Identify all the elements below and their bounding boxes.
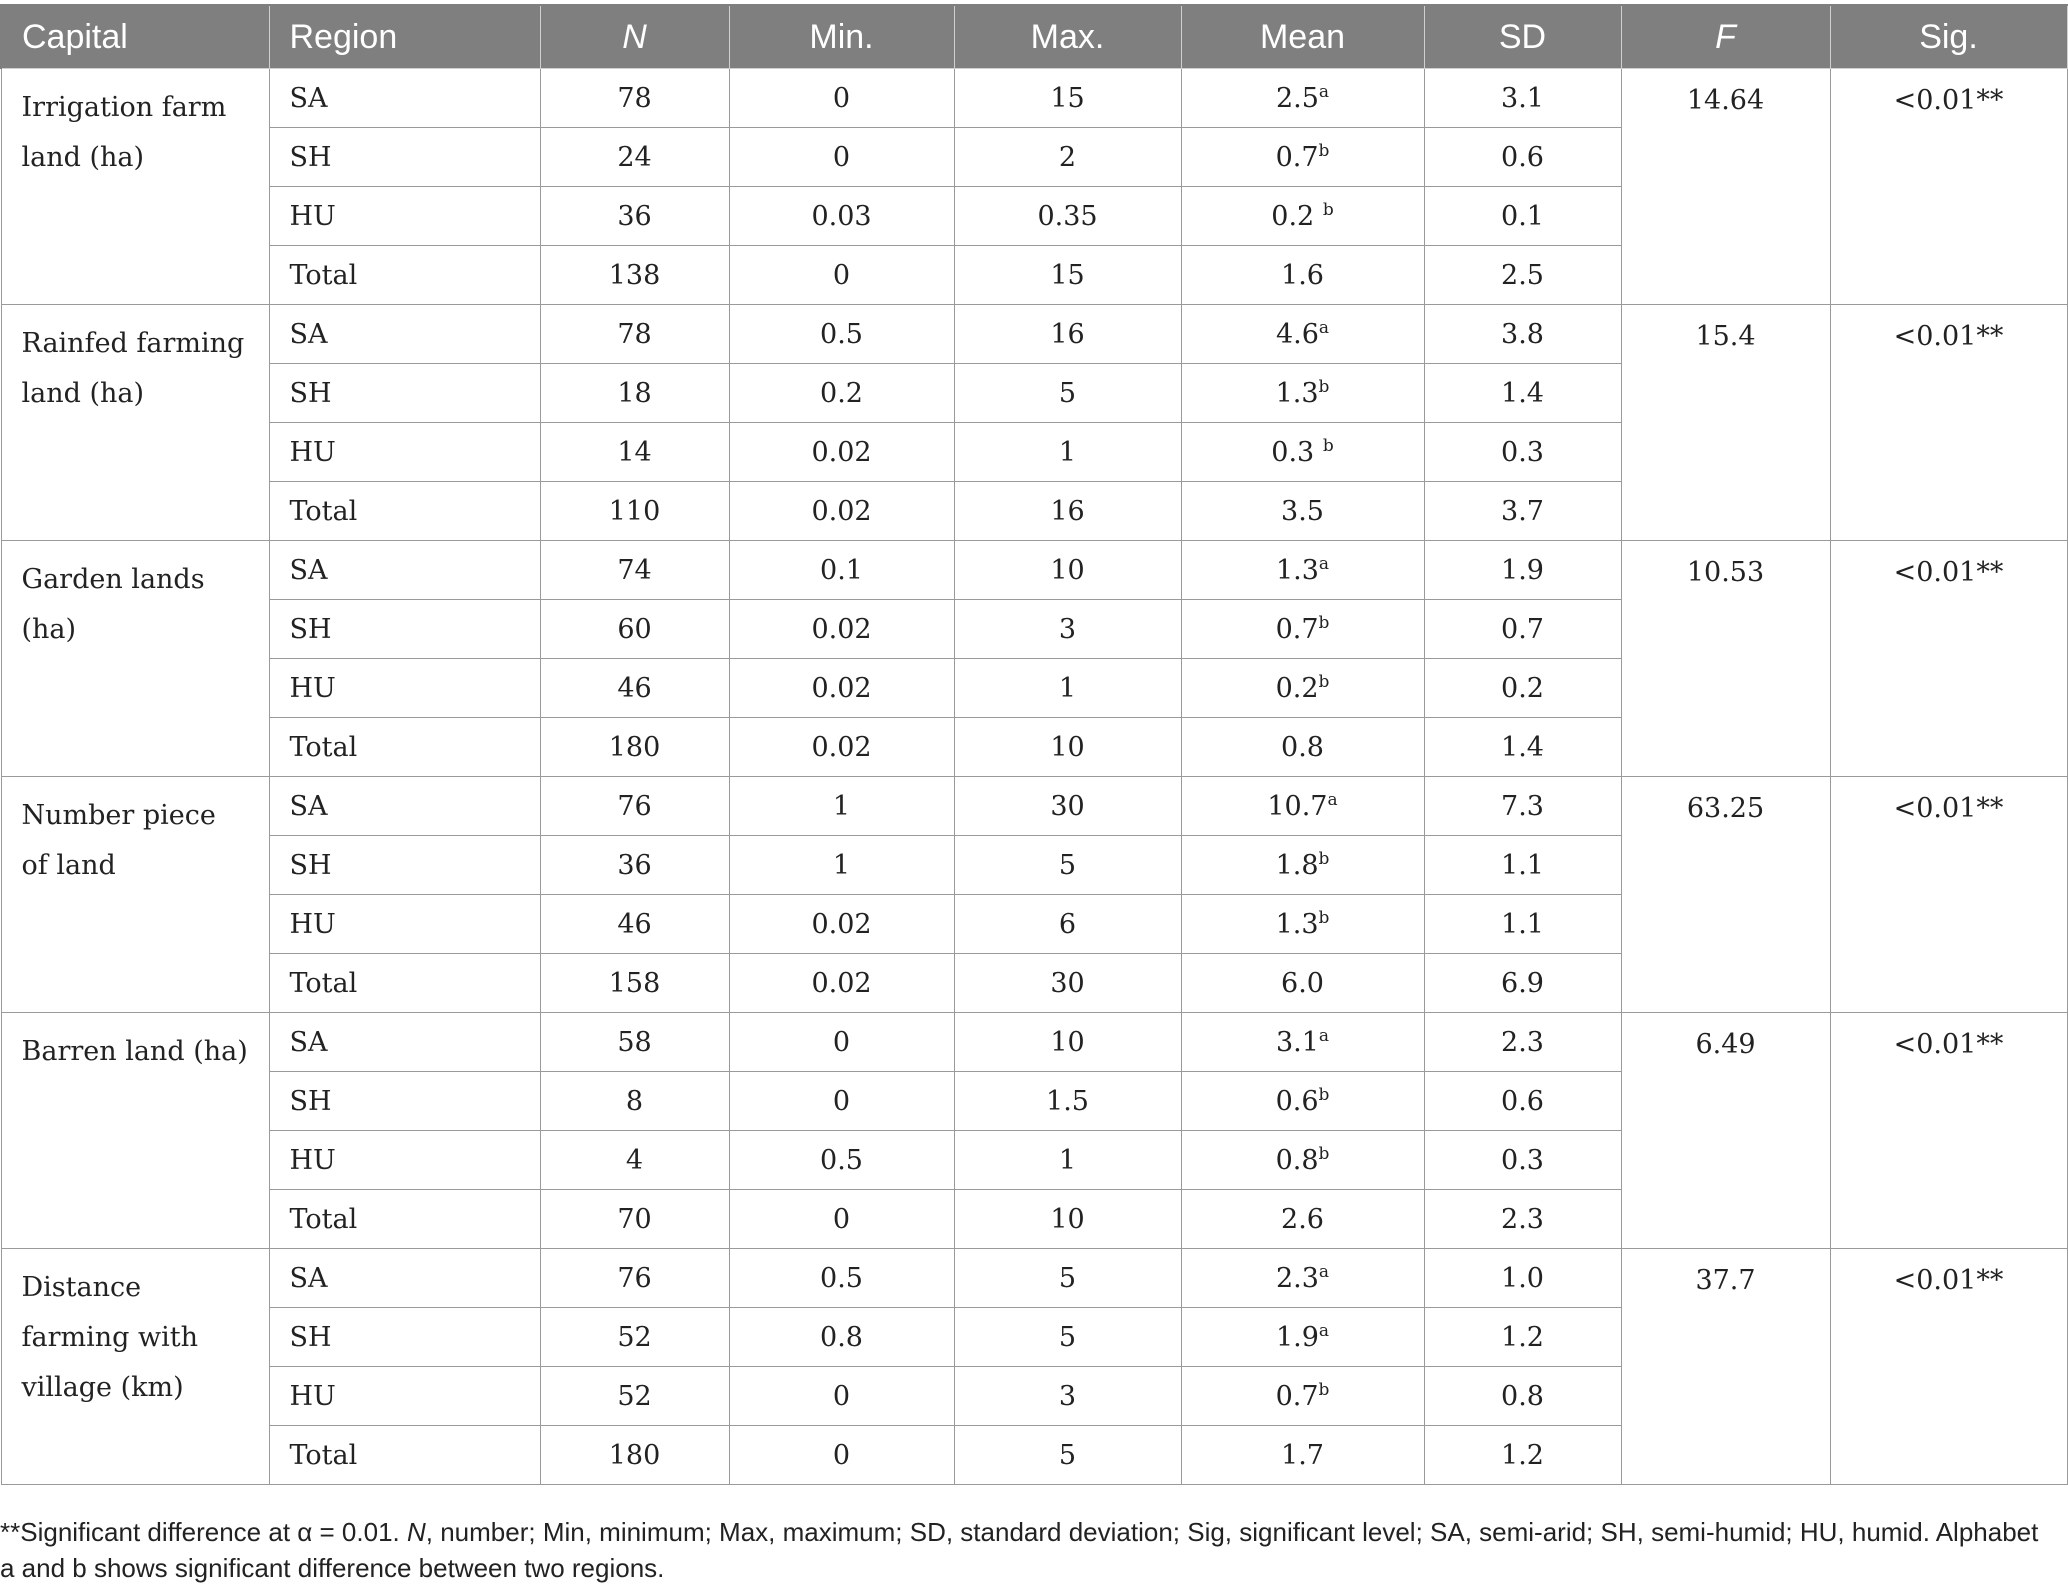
max-cell: 15 <box>954 246 1181 305</box>
n-cell: 14 <box>540 423 729 482</box>
mean-cell <box>1181 1072 1424 1131</box>
n-cell: 76 <box>540 1249 729 1308</box>
min-cell: 0.2 <box>729 364 954 423</box>
table-row <box>1 1013 2067 1072</box>
sd-cell: 1.1 <box>1424 895 1621 954</box>
table-row <box>1 69 2067 128</box>
max-cell: 2 <box>954 128 1181 187</box>
mean-cell <box>1181 69 1424 128</box>
region-cell: Total <box>269 246 540 305</box>
n-cell: 58 <box>540 1013 729 1072</box>
region-cell: Total <box>269 954 540 1013</box>
mean-value: 1.3 <box>1275 554 1319 586</box>
mean-superscript: a <box>1318 553 1330 574</box>
sd-cell: 2.3 <box>1424 1190 1621 1249</box>
mean-value: 3.1 <box>1275 1026 1319 1058</box>
n-cell: 158 <box>540 954 729 1013</box>
max-cell: 3 <box>954 600 1181 659</box>
n-cell: 46 <box>540 659 729 718</box>
n-cell: 52 <box>540 1367 729 1426</box>
region-cell: HU <box>269 187 540 246</box>
sd-cell: 2.5 <box>1424 246 1621 305</box>
max-cell: 1 <box>954 423 1181 482</box>
min-cell: 0.02 <box>729 600 954 659</box>
mean-value: 0.8 <box>1281 731 1324 763</box>
mean-value: 0.2 <box>1275 672 1319 704</box>
min-cell: 0 <box>729 69 954 128</box>
n-cell: 138 <box>540 246 729 305</box>
n-cell: 78 <box>540 305 729 364</box>
n-cell: 76 <box>540 777 729 836</box>
sd-cell: 0.3 <box>1424 1131 1621 1190</box>
n-cell: 24 <box>540 128 729 187</box>
f-statistic-cell: 63.25 <box>1621 777 1830 1013</box>
mean-superscript: b <box>1318 376 1330 397</box>
sd-cell: 1.4 <box>1424 364 1621 423</box>
min-cell: 0.8 <box>729 1308 954 1367</box>
max-cell: 30 <box>954 777 1181 836</box>
min-cell: 0 <box>729 1072 954 1131</box>
region-cell: Total <box>269 1426 540 1485</box>
footnote-lead: **Significant difference at α = 0.01. <box>0 1517 407 1547</box>
mean-superscript: b <box>1318 671 1330 692</box>
region-cell: HU <box>269 659 540 718</box>
n-cell: 180 <box>540 718 729 777</box>
f-statistic-cell: 6.49 <box>1621 1013 1830 1249</box>
n-cell: 18 <box>540 364 729 423</box>
sd-cell: 3.7 <box>1424 482 1621 541</box>
n-cell: 36 <box>540 836 729 895</box>
column-header: SD <box>1424 5 1621 69</box>
max-cell: 5 <box>954 836 1181 895</box>
sd-cell: 7.3 <box>1424 777 1621 836</box>
sd-cell: 3.8 <box>1424 305 1621 364</box>
mean-value: 1.8 <box>1275 849 1319 881</box>
mean-value: 1.6 <box>1281 259 1324 291</box>
f-statistic-cell: 37.7 <box>1621 1249 1830 1485</box>
mean-superscript: a <box>1318 1320 1330 1341</box>
max-cell: 0.35 <box>954 187 1181 246</box>
sd-cell: 3.1 <box>1424 69 1621 128</box>
mean-value: 6.0 <box>1281 967 1324 999</box>
max-cell: 10 <box>954 541 1181 600</box>
sd-cell: 1.1 <box>1424 836 1621 895</box>
column-header: Sig. <box>1830 5 2067 69</box>
sd-cell: 6.9 <box>1424 954 1621 1013</box>
min-cell: 0.02 <box>729 482 954 541</box>
f-statistic-cell: 15.4 <box>1621 305 1830 541</box>
region-cell: SH <box>269 1308 540 1367</box>
max-cell: 1.5 <box>954 1072 1181 1131</box>
sd-cell: 1.2 <box>1424 1308 1621 1367</box>
table-header <box>1 5 2067 69</box>
mean-value: 4.6 <box>1275 318 1319 350</box>
mean-superscript: a <box>1318 1025 1330 1046</box>
mean-cell <box>1181 718 1424 777</box>
mean-cell <box>1181 1013 1424 1072</box>
mean-superscript: b <box>1318 907 1330 928</box>
mean-value: 0.2 <box>1271 200 1323 232</box>
max-cell: 3 <box>954 1367 1181 1426</box>
sd-cell: 0.6 <box>1424 128 1621 187</box>
min-cell: 0.1 <box>729 541 954 600</box>
significance-cell: <0.01** <box>1830 1249 2067 1485</box>
mean-superscript: b <box>1318 848 1330 869</box>
capital-cell: Distance farming with village (km) <box>1 1249 269 1485</box>
mean-cell <box>1181 895 1424 954</box>
min-cell: 0.02 <box>729 659 954 718</box>
mean-superscript: b <box>1322 435 1334 456</box>
n-cell: 36 <box>540 187 729 246</box>
significance-cell: <0.01** <box>1830 305 2067 541</box>
n-cell: 60 <box>540 600 729 659</box>
region-cell: HU <box>269 895 540 954</box>
sd-cell: 1.0 <box>1424 1249 1621 1308</box>
min-cell: 0 <box>729 1426 954 1485</box>
max-cell: 16 <box>954 482 1181 541</box>
region-cell: Total <box>269 718 540 777</box>
n-cell: 74 <box>540 541 729 600</box>
capital-cell: Garden lands (ha) <box>1 541 269 777</box>
region-cell: Total <box>269 1190 540 1249</box>
mean-value: 3.5 <box>1281 495 1324 527</box>
capital-cell: Barren land (ha) <box>1 1013 269 1249</box>
mean-value: 2.5 <box>1275 82 1319 114</box>
column-header: F <box>1621 5 1830 69</box>
region-cell: HU <box>269 1131 540 1190</box>
mean-cell <box>1181 600 1424 659</box>
n-cell: 4 <box>540 1131 729 1190</box>
region-cell: HU <box>269 423 540 482</box>
mean-cell <box>1181 541 1424 600</box>
footnote-n-symbol: N <box>406 1517 426 1547</box>
max-cell: 6 <box>954 895 1181 954</box>
mean-superscript: b <box>1318 612 1330 633</box>
region-cell: SA <box>269 1249 540 1308</box>
mean-cell <box>1181 777 1424 836</box>
region-cell: SH <box>269 128 540 187</box>
table-row <box>1 1249 2067 1308</box>
n-cell: 52 <box>540 1308 729 1367</box>
mean-value: 0.7 <box>1275 1380 1319 1412</box>
mean-cell <box>1181 305 1424 364</box>
capital-cell: Irrigation farm land (ha) <box>1 69 269 305</box>
min-cell: 0 <box>729 1367 954 1426</box>
sd-cell: 0.1 <box>1424 187 1621 246</box>
region-cell: SH <box>269 600 540 659</box>
mean-cell <box>1181 659 1424 718</box>
sd-cell: 0.3 <box>1424 423 1621 482</box>
min-cell: 0.5 <box>729 1131 954 1190</box>
mean-value: 0.7 <box>1275 613 1319 645</box>
significance-cell: <0.01** <box>1830 541 2067 777</box>
sd-cell: 2.3 <box>1424 1013 1621 1072</box>
mean-superscript: b <box>1318 1379 1330 1400</box>
region-cell: SH <box>269 1072 540 1131</box>
mean-value: 2.6 <box>1281 1203 1324 1235</box>
mean-superscript: a <box>1327 789 1338 810</box>
max-cell: 1 <box>954 1131 1181 1190</box>
mean-cell <box>1181 423 1424 482</box>
min-cell: 1 <box>729 836 954 895</box>
column-header: Max. <box>954 5 1181 69</box>
header-row <box>1 5 2067 69</box>
mean-cell <box>1181 482 1424 541</box>
min-cell: 1 <box>729 777 954 836</box>
min-cell: 0 <box>729 1013 954 1072</box>
table-row <box>1 777 2067 836</box>
max-cell: 15 <box>954 69 1181 128</box>
region-cell: SH <box>269 836 540 895</box>
sd-cell: 0.8 <box>1424 1367 1621 1426</box>
capital-cell: Rainfed farming land (ha) <box>1 305 269 541</box>
column-header: Region <box>269 5 540 69</box>
capital-comparison-table <box>0 4 2068 1485</box>
table-row <box>1 305 2067 364</box>
mean-cell <box>1181 1131 1424 1190</box>
min-cell: 0 <box>729 128 954 187</box>
mean-superscript: a <box>1318 317 1330 338</box>
sd-cell: 0.6 <box>1424 1072 1621 1131</box>
mean-cell <box>1181 836 1424 895</box>
max-cell: 5 <box>954 1308 1181 1367</box>
mean-value: 10.7 <box>1267 790 1328 822</box>
min-cell: 0 <box>729 246 954 305</box>
region-cell: SA <box>269 69 540 128</box>
max-cell: 5 <box>954 364 1181 423</box>
n-cell: 8 <box>540 1072 729 1131</box>
max-cell: 5 <box>954 1249 1181 1308</box>
footnote-rest: , number; Min, minimum; Max, maximum; SD, standard deviation; Sig, significant level; SA, semi-arid; SH, semi-humid; HU, humid. Alphabet a and b shows significant difference between two regions. <box>0 1517 2039 1583</box>
mean-cell <box>1181 1249 1424 1308</box>
column-header: Min. <box>729 5 954 69</box>
min-cell: 0.5 <box>729 1249 954 1308</box>
column-header: Capital <box>1 5 269 69</box>
mean-value: 1.9 <box>1275 1321 1319 1353</box>
sd-cell: 0.7 <box>1424 600 1621 659</box>
significance-cell: <0.01** <box>1830 777 2067 1013</box>
table-row <box>1 541 2067 600</box>
significance-cell: <0.01** <box>1830 1013 2067 1249</box>
column-header: Mean <box>1181 5 1424 69</box>
mean-cell <box>1181 1367 1424 1426</box>
min-cell: 0.5 <box>729 305 954 364</box>
mean-cell <box>1181 954 1424 1013</box>
min-cell: 0.02 <box>729 423 954 482</box>
sd-cell: 0.2 <box>1424 659 1621 718</box>
table-footnote <box>0 1514 2060 1586</box>
max-cell: 30 <box>954 954 1181 1013</box>
min-cell: 0.02 <box>729 895 954 954</box>
mean-cell <box>1181 1426 1424 1485</box>
mean-value: 0.7 <box>1275 141 1319 173</box>
mean-superscript: b <box>1322 199 1334 220</box>
mean-cell <box>1181 128 1424 187</box>
sd-cell: 1.4 <box>1424 718 1621 777</box>
region-cell: Total <box>269 482 540 541</box>
table-body <box>1 69 2067 1485</box>
mean-superscript: b <box>1318 1143 1330 1164</box>
region-cell: SA <box>269 541 540 600</box>
n-cell: 46 <box>540 895 729 954</box>
region-cell: SA <box>269 305 540 364</box>
mean-value: 1.3 <box>1275 377 1319 409</box>
min-cell: 0.02 <box>729 718 954 777</box>
mean-cell <box>1181 1308 1424 1367</box>
n-cell: 78 <box>540 69 729 128</box>
capital-cell: Number piece of land <box>1 777 269 1013</box>
max-cell: 10 <box>954 718 1181 777</box>
min-cell: 0.03 <box>729 187 954 246</box>
n-cell: 180 <box>540 1426 729 1485</box>
region-cell: HU <box>269 1367 540 1426</box>
mean-value: 0.6 <box>1275 1085 1319 1117</box>
mean-superscript: a <box>1318 1261 1330 1282</box>
mean-cell <box>1181 1190 1424 1249</box>
f-statistic-cell: 10.53 <box>1621 541 1830 777</box>
significance-cell: <0.01** <box>1830 69 2067 305</box>
region-cell: SH <box>269 364 540 423</box>
mean-superscript: a <box>1318 81 1330 102</box>
max-cell: 10 <box>954 1190 1181 1249</box>
mean-superscript: b <box>1318 1084 1330 1105</box>
mean-cell <box>1181 246 1424 305</box>
n-cell: 70 <box>540 1190 729 1249</box>
n-cell: 110 <box>540 482 729 541</box>
f-statistic-cell: 14.64 <box>1621 69 1830 305</box>
mean-value: 0.8 <box>1275 1144 1319 1176</box>
mean-value: 2.3 <box>1275 1262 1319 1294</box>
mean-value: 1.7 <box>1281 1439 1324 1471</box>
max-cell: 1 <box>954 659 1181 718</box>
mean-cell <box>1181 187 1424 246</box>
mean-value: 1.3 <box>1275 908 1319 940</box>
mean-superscript: b <box>1318 140 1330 161</box>
region-cell: SA <box>269 777 540 836</box>
sd-cell: 1.2 <box>1424 1426 1621 1485</box>
min-cell: 0.02 <box>729 954 954 1013</box>
region-cell: SA <box>269 1013 540 1072</box>
max-cell: 5 <box>954 1426 1181 1485</box>
max-cell: 16 <box>954 305 1181 364</box>
max-cell: 10 <box>954 1013 1181 1072</box>
column-header: N <box>540 5 729 69</box>
min-cell: 0 <box>729 1190 954 1249</box>
mean-value: 0.3 <box>1271 436 1323 468</box>
mean-cell <box>1181 364 1424 423</box>
sd-cell: 1.9 <box>1424 541 1621 600</box>
